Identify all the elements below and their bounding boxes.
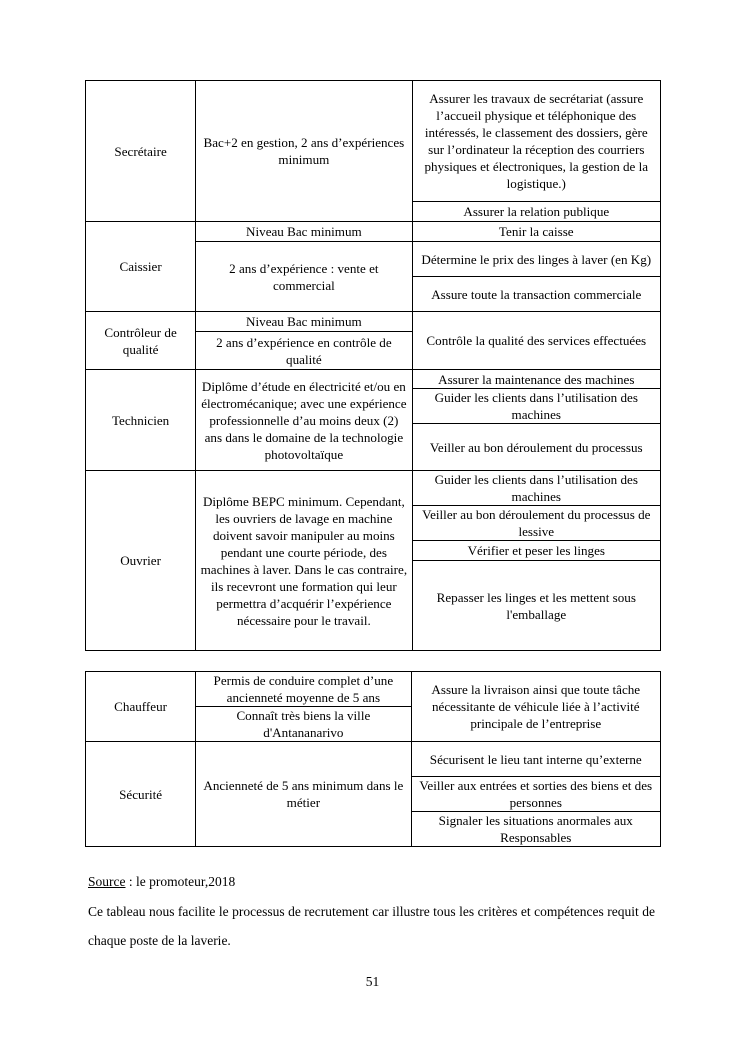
profil-ouvrier: Diplôme BEPC minimum. Cependant, les ouvriers de lavage en machine doivent savoir manipuler au moins pendant une courte période, des machines à laver. Dans le cas contraire, ils recevront une formation qui leur permettra d’acquérir l’expérience nécessaire pour le travail.: [196, 471, 412, 651]
poste-secretaire: Secrétaire: [86, 81, 196, 222]
tache-securite-1: Sécurisent le lieu tant interne qu’externe: [411, 742, 660, 777]
tache-caissier-2: Détermine le prix des linges à laver (en Kg): [412, 242, 660, 277]
table-caption: Ce tableau nous facilite le processus de recrutement car illustre tous les critères et compétences requit de chaque poste de la laverie.: [88, 904, 655, 948]
poste-ouvrier: Ouvrier: [86, 471, 196, 651]
tache-technicien-2: Guider les clients dans l’utilisation des machines: [412, 389, 660, 424]
profil-secretaire: Bac+2 en gestion, 2 ans d’expériences minimum: [196, 81, 412, 222]
profil-caissier-1: Niveau Bac minimum: [196, 222, 412, 242]
profil-securite: Ancienneté de 5 ans minimum dans le métier: [196, 742, 411, 847]
page-number: 51: [365, 974, 380, 989]
tache-securite-2: Veiller aux entrées et sorties des biens et des personnes: [411, 777, 660, 812]
source-label: Source: [88, 874, 126, 889]
poste-securite: Sécurité: [86, 742, 196, 847]
poste-caissier: Caissier: [86, 222, 196, 312]
profil-technicien: Diplôme d’étude en électricité et/ou en électromécanique; avec une expérience professionnelle d’au moins deux (2) ans dans le domaine de la technologie photovoltaïque: [196, 370, 412, 471]
tache-securite-3: Signaler les situations anormales aux Responsables: [411, 812, 660, 847]
tache-ouvrier-1: Guider les clients dans l’utilisation des machines: [412, 471, 660, 506]
tache-chauffeur: Assure la livraison ainsi que toute tâche nécessitante de véhicule liée à l’activité principale de l’entreprise: [411, 672, 660, 742]
tache-secretaire-1: Assurer les travaux de secrétariat (assure l’accueil physique et téléphonique des intéressés, le classement des dossiers, gère sur l’ordinateur la réception des courriers physiques et électroniques, la gestion de la logistique.): [412, 81, 660, 202]
tache-caissier-1: Tenir la caisse: [412, 222, 660, 242]
profil-chauffeur-1: Permis de conduire complet d’une ancienneté moyenne de 5 ans: [196, 672, 411, 707]
tache-ouvrier-2: Veiller au bon déroulement du processus de lessive: [412, 506, 660, 541]
profil-controleur-2: 2 ans d’expérience en contrôle de qualité: [196, 332, 412, 370]
profil-chauffeur-2: Connaît très biens la ville d'Antananarivo: [196, 707, 411, 742]
tache-technicien-1: Assurer la maintenance des machines: [412, 370, 660, 389]
poste-technicien: Technicien: [86, 370, 196, 471]
poste-controleur: Contrôleur de qualité: [86, 312, 196, 370]
recruitment-table-continued: [85, 671, 661, 847]
source-text: : le promoteur,2018: [125, 874, 236, 889]
recruitment-table: [85, 80, 661, 651]
poste-chauffeur: Chauffeur: [86, 672, 196, 742]
tache-controleur: Contrôle la qualité des services effectuées: [412, 312, 660, 370]
tache-ouvrier-4: Repasser les linges et les mettent sous l'emballage: [412, 561, 660, 651]
profil-controleur-1: Niveau Bac minimum: [196, 312, 412, 332]
profil-caissier-2: 2 ans d’expérience : vente et commercial: [196, 242, 412, 312]
tache-technicien-3: Veiller au bon déroulement du processus: [412, 424, 660, 471]
tache-ouvrier-3: Vérifier et peser les linges: [412, 541, 660, 561]
tache-caissier-3: Assure toute la transaction commerciale: [412, 277, 660, 312]
tache-secretaire-2: Assurer la relation publique: [412, 202, 660, 222]
source-line: [88, 874, 235, 890]
